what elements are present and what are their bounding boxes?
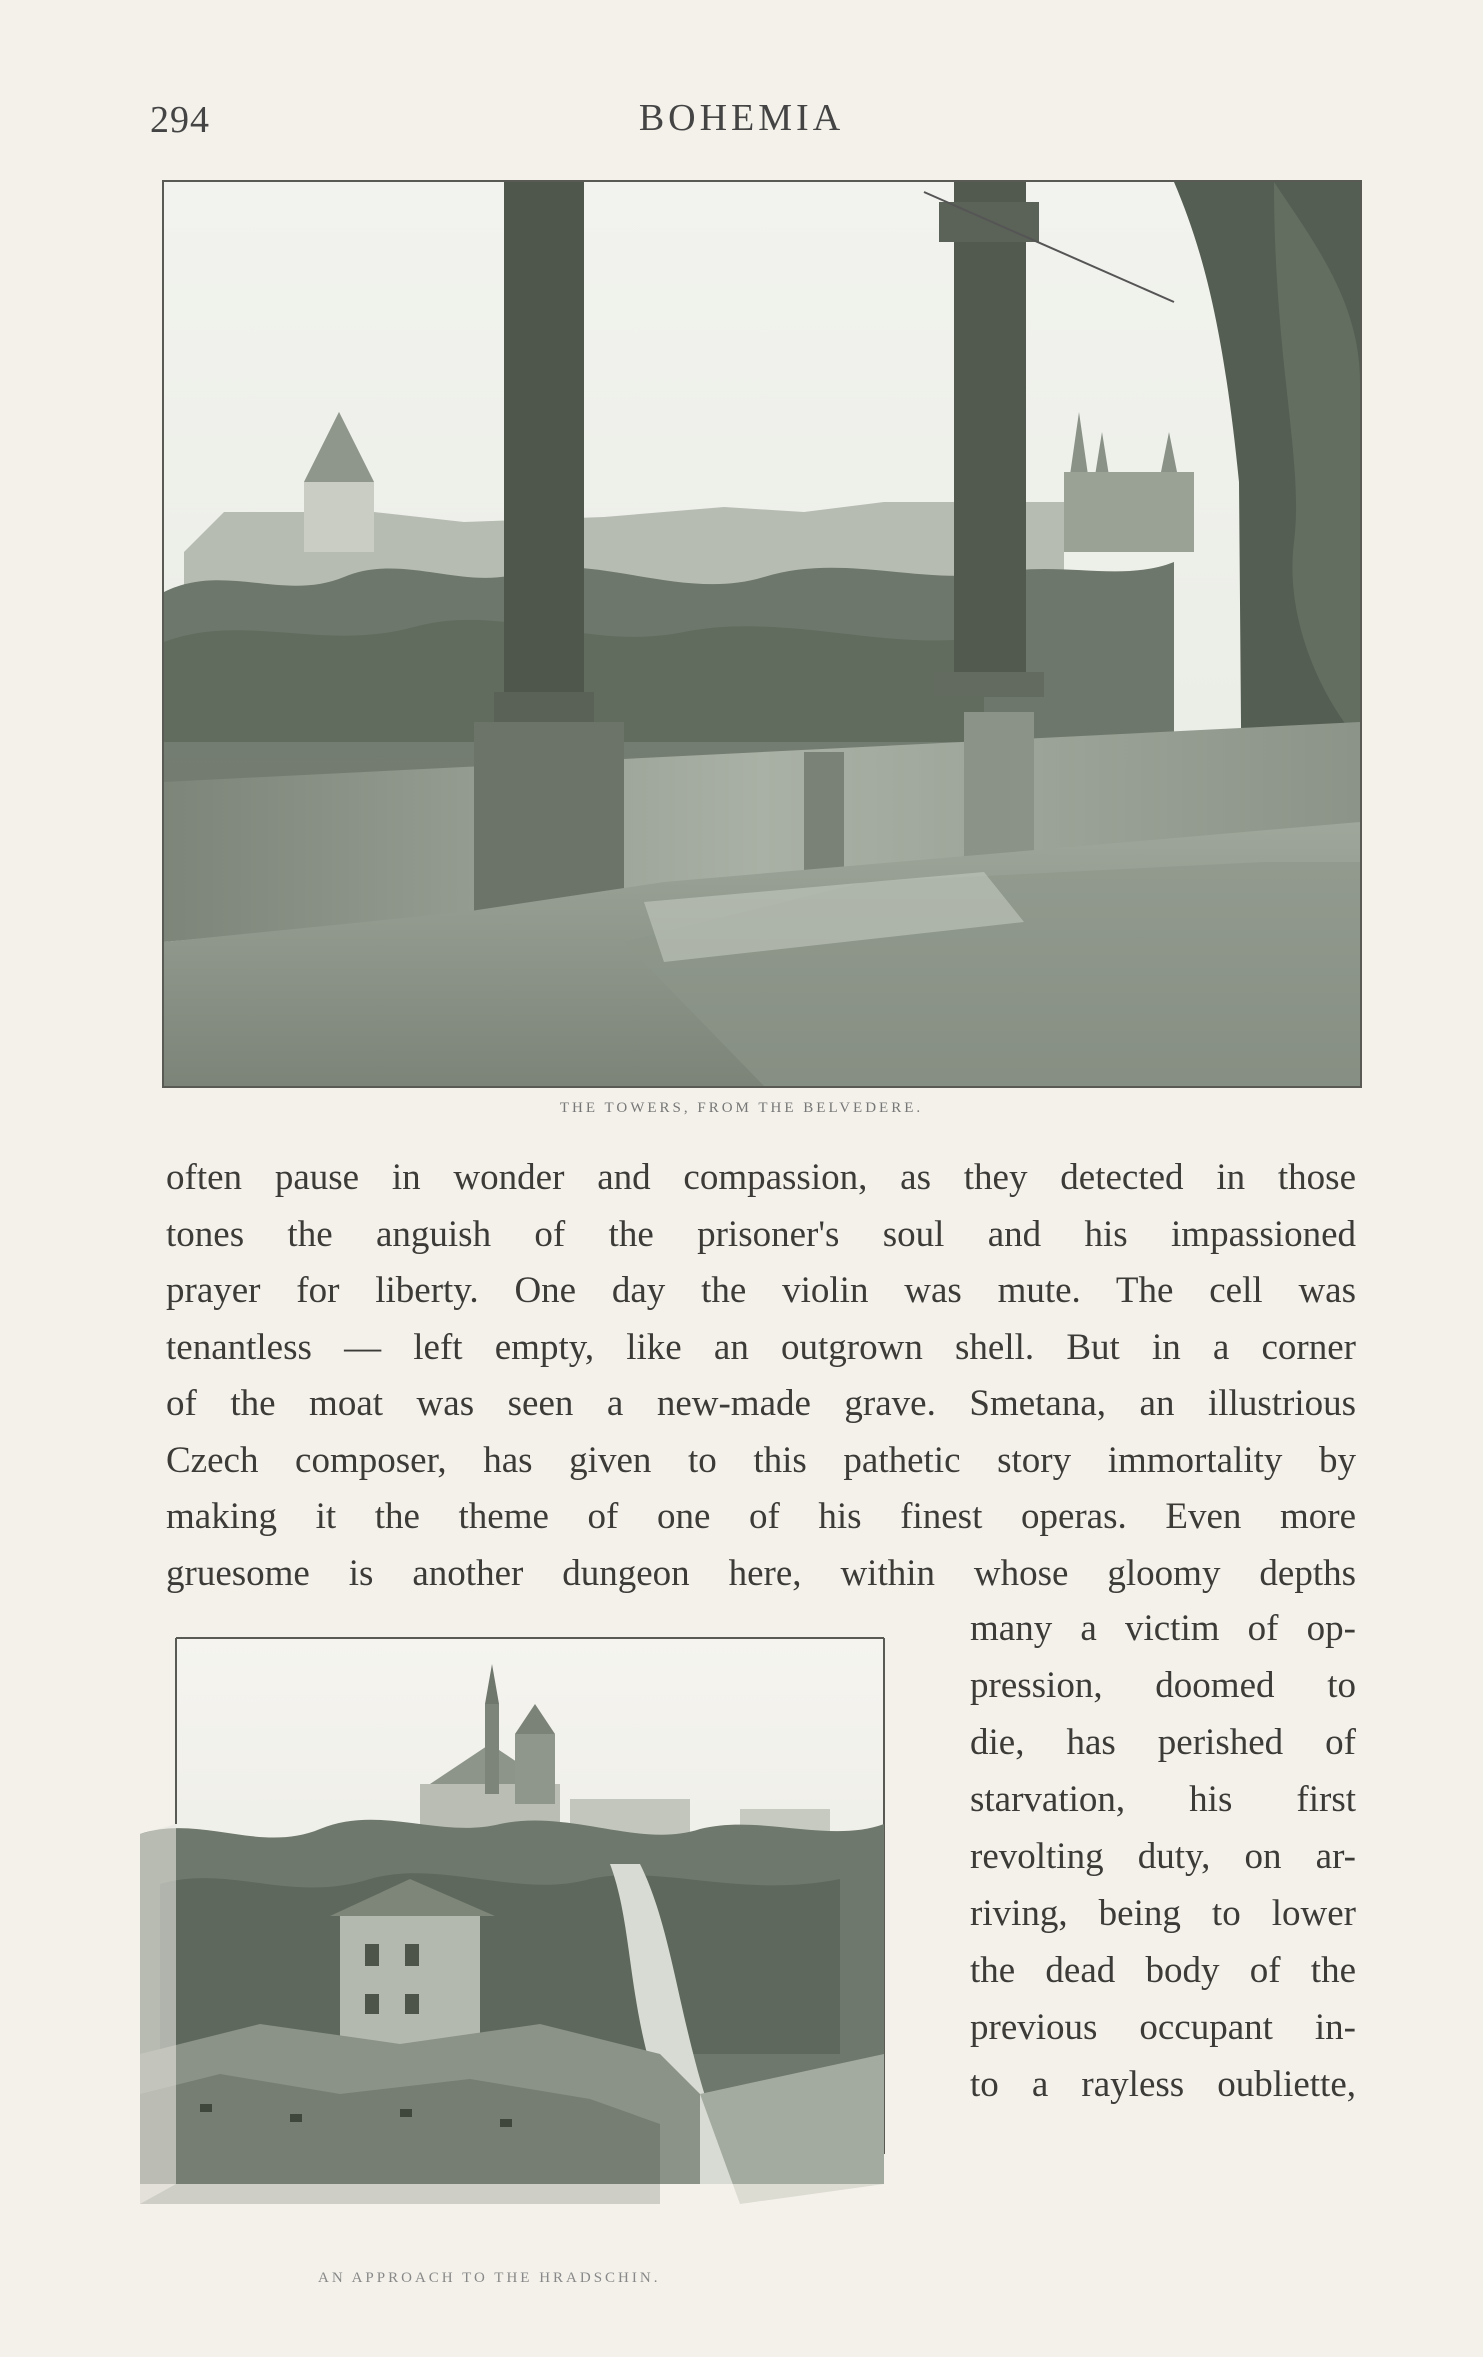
body-paragraph [166,1150,1356,1602]
body-line: prayer for liberty. One day the violin was mute. The cell was [166,1270,1356,1311]
column-line: riving, being to lower [970,1893,1356,1934]
body-line: Czech composer, has given to this pathetic story immortality by [166,1439,1356,1481]
caption-towers: THE TOWERS, FROM THE BELVEDERE. [559,1100,924,1116]
column-line: die, has perished of [970,1722,1356,1763]
photo-hradschin-illustration [140,1624,920,2220]
column-line: revolting duty, on ar- [970,1836,1356,1877]
photo-approach-to-hradschin [140,1624,920,2220]
body-column-right [970,1600,1356,2113]
column-line: the dead body of the [970,1950,1356,1991]
body-line: gruesome is another dungeon here, within whose gloomy depths [166,1552,1356,1594]
caption-hradschin: AN APPROACH TO THE HRADSCHIN. [318,2270,661,2286]
column-line: previous occupant in- [970,2007,1356,2048]
body-line: tenantless — left empty, like an outgrown shell. But in a corner [166,1326,1356,1368]
running-title: BOHEMIA [638,97,845,139]
body-line: of the moat was seen a new-made grave. Smetana, an illustrious [166,1383,1356,1424]
column-line: starvation, his first [970,1779,1356,1820]
body-line: often pause in wonder and compassion, as they detected in those [166,1157,1356,1198]
column-line: to a rayless oubliette, [970,2064,1356,2105]
body-line: making it the theme of one of his finest operas. Even more [166,1496,1356,1537]
column-line: many a victim of op- [970,1608,1356,1649]
page-number: 294 [150,99,210,141]
photo-towers-from-belvedere [162,180,1362,1088]
body-line: tones the anguish of the prisoner's soul and his impassioned [166,1213,1356,1255]
photo-towers-illustration [164,182,1360,1086]
column-line: pression, doomed to [970,1665,1356,1706]
